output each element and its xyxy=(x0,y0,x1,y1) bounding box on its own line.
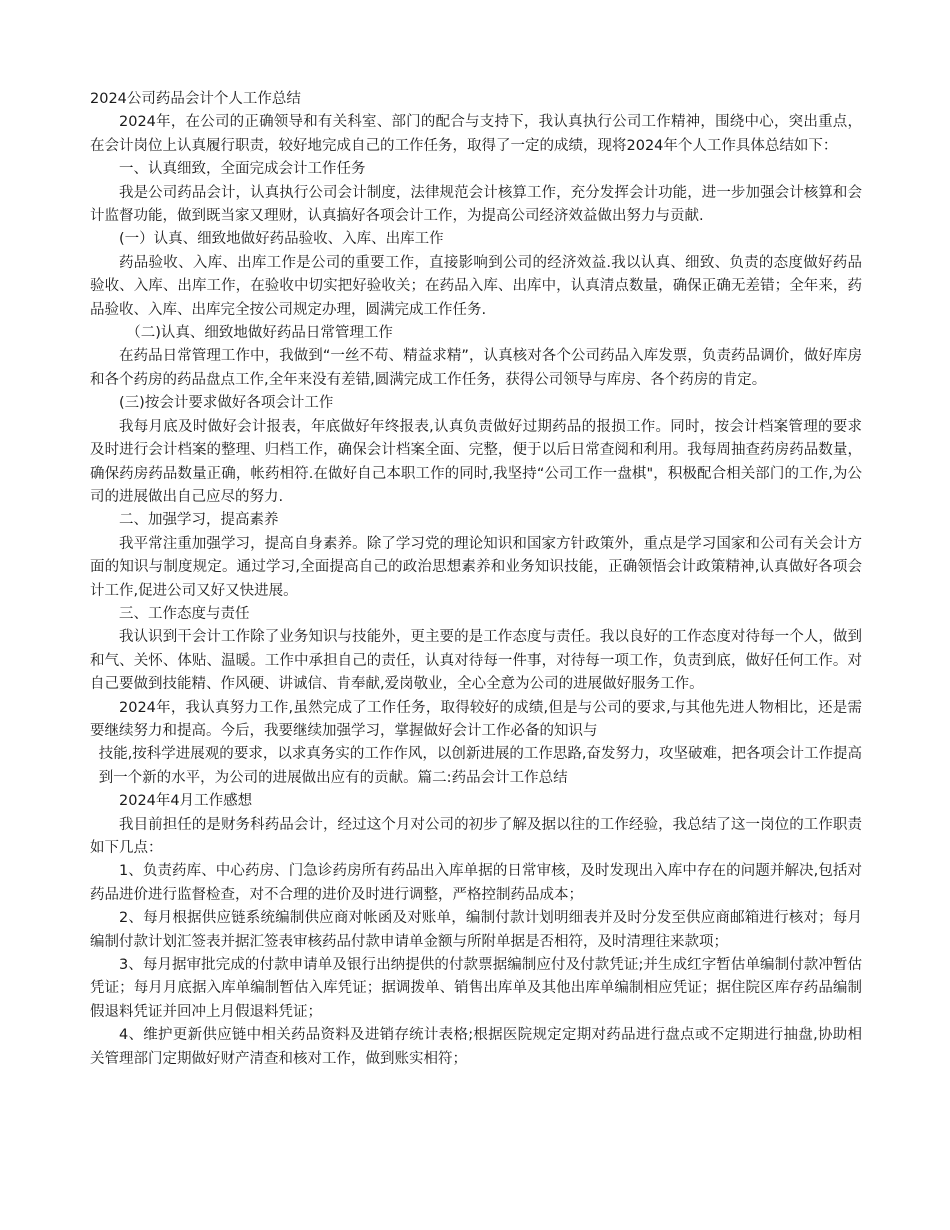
document-title: 2024公司药品会计个人工作总结 xyxy=(90,91,301,107)
paragraph-continuation: 技能,按科学进展观的要求，以求真务实的工作作风，以创新进展的工作思路,奋发努力，攻坚破难，把各项会计工作提高到一个新的水平，为公司的进展做出应有的贡献。篇二:药品会计工作总结 xyxy=(98,746,862,786)
paragraph: 药品验收、入库、出库工作是公司的重要工作，直接影响到公司的经济效益.我以认真、细致、负责的态度做好药品验收、入库、出库工作，在验收中切实把好验收关；在药品入库、出库中，认真清点数量，确保正确无差错；全年来，药品验收、入库、出库完全按公司规定办理，圆满完成工作任务. xyxy=(90,254,862,318)
subsection-heading-2: （二)认真、细致地做好药品日常管理工作 xyxy=(126,325,393,342)
paragraph-heading: 2024年4月工作感想 xyxy=(119,793,253,810)
list-item: 4、维护更新供应链中相关药品资料及进销存统计表格;根据医院规定定期对药品进行盘点或不定期进行抽盘,协助相关管理部门定期做好财产清查和核对工作，做到账实相符； xyxy=(90,1027,862,1067)
paragraph: 我认识到干会计工作除了业务知识与技能外，更主要的是工作态度与责任。我以良好的工作态度对待每一个人，做到和气、关怀、体贴、温暖。工作中承担自己的责任，认真对待每一件事，对待每一项工作，负责到底，做好任何工作。对自己要做到技能精、作风硬、讲诚信、肯奉献,爱岗敬业，全心全意为公司的进展做好服务工作。 xyxy=(90,629,862,693)
section-heading-3: 三、工作态度与责任 xyxy=(119,605,250,622)
list-item: 2、每月根据供应链系统编制供应商对帐函及对账单，编制付款计划明细表并及时分发至供应商邮箱进行核对；每月编制付款计划汇签表并据汇签表审核药品付款申请单金额与所附单据是否相符，及时清理往来款项； xyxy=(90,910,862,950)
subsection-heading-1: (一）认真、细致地做好药品验收、入库、出库工作 xyxy=(119,231,444,248)
paragraph: 我每月底及时做好会计报表，年底做好年终报表,认真负责做好过期药品的报损工作。同时，按会计档案管理的要求及时进行会计档案的整理、归档工作，确保会计档案全面、完整，便于以后日常查阅和利用。我每周抽查药房药品数量，确保药房药品数量正确，帐药相符.在做好自己本职工作的同时,我坚持“公司工作一盘棋"，积极配合相关部门的工作,为公司的进展做出自己应尽的努力. xyxy=(90,418,862,505)
section-heading-2: 二、加强学习，提高素养 xyxy=(119,512,279,529)
list-item: 3、每月据审批完成的付款申请单及银行出纳提供的付款票据编制应付及付款凭证;并生成红字暂估单编制付款冲暂估凭证；每月月底据入库单编制暂估入库凭证；据调拨单、销售出库单及其他出库单编制相应凭证；据住院区库存药品编制假退料凭证并回冲上月假退料凭证； xyxy=(90,957,862,1020)
paragraph: 我目前担任的是财务科药品会计，经过这个月对公司的初步了解及据以往的工作经验，我总结了这一岗位的工作职责如下几点： xyxy=(90,816,862,856)
list-item: 1、负责药库、中心药房、门急诊药房所有药品出入库单据的日常审核，及时发现出入库中存在的问题并解决,包括对药品进价进行监督检查，对不合理的进价及时进行调整，严格控制药品成本； xyxy=(90,863,862,903)
paragraph: 2024年，我认真努力工作,虽然完成了工作任务，取得较好的成绩,但是与公司的要求,与其他先进人物相比，还是需要继续努力和提高。今后，我要继续加强学习，掌握做好会计工作必备的知识与 xyxy=(90,699,862,739)
subsection-heading-3: (三)按会计要求做好各项会计工作 xyxy=(119,395,334,412)
section-heading-1: 一、认真细致，全面完成会计工作任务 xyxy=(119,161,366,178)
paragraph: 在药品日常管理工作中，我做到“一丝不苟、精益求精”，认真核对各个公司药品入库发票，负责药品调价，做好库房和各个药房的药品盘点工作,全年来没有差错,圆满完成工作任务，获得公司领导与库房、各个药房的肯定。 xyxy=(90,348,862,388)
paragraph-intro: 2024年，在公司的正确领导和有关科室、部门的配合与支持下，我认真执行公司工作精神，围绕中心，突出重点，在会计岗位上认真履行职责，较好地完成自己的工作任务，取得了一定的成绩，现将2024年个人工作具体总结如下： xyxy=(90,114,862,154)
document-page xyxy=(90,88,862,1071)
paragraph: 我平常注重加强学习，提高自身素养。除了学习党的理论知识和国家方针政策外，重点是学习国家和公司有关会计方面的知识与制度规定。通过学习,全面提高自己的政治思想素养和业务知识技能，正确领悟会计政策精神,认真做好各项会计工作,促进公司又好又快进展。 xyxy=(90,535,862,599)
paragraph: 我是公司药品会计，认真执行公司会计制度，法律规范会计核算工作，充分发挥会计功能，进一步加强会计核算和会计监督功能，做到既当家又理财，认真搞好各项会计工作，为提高公司经济效益做出努力与贡献. xyxy=(90,184,862,225)
